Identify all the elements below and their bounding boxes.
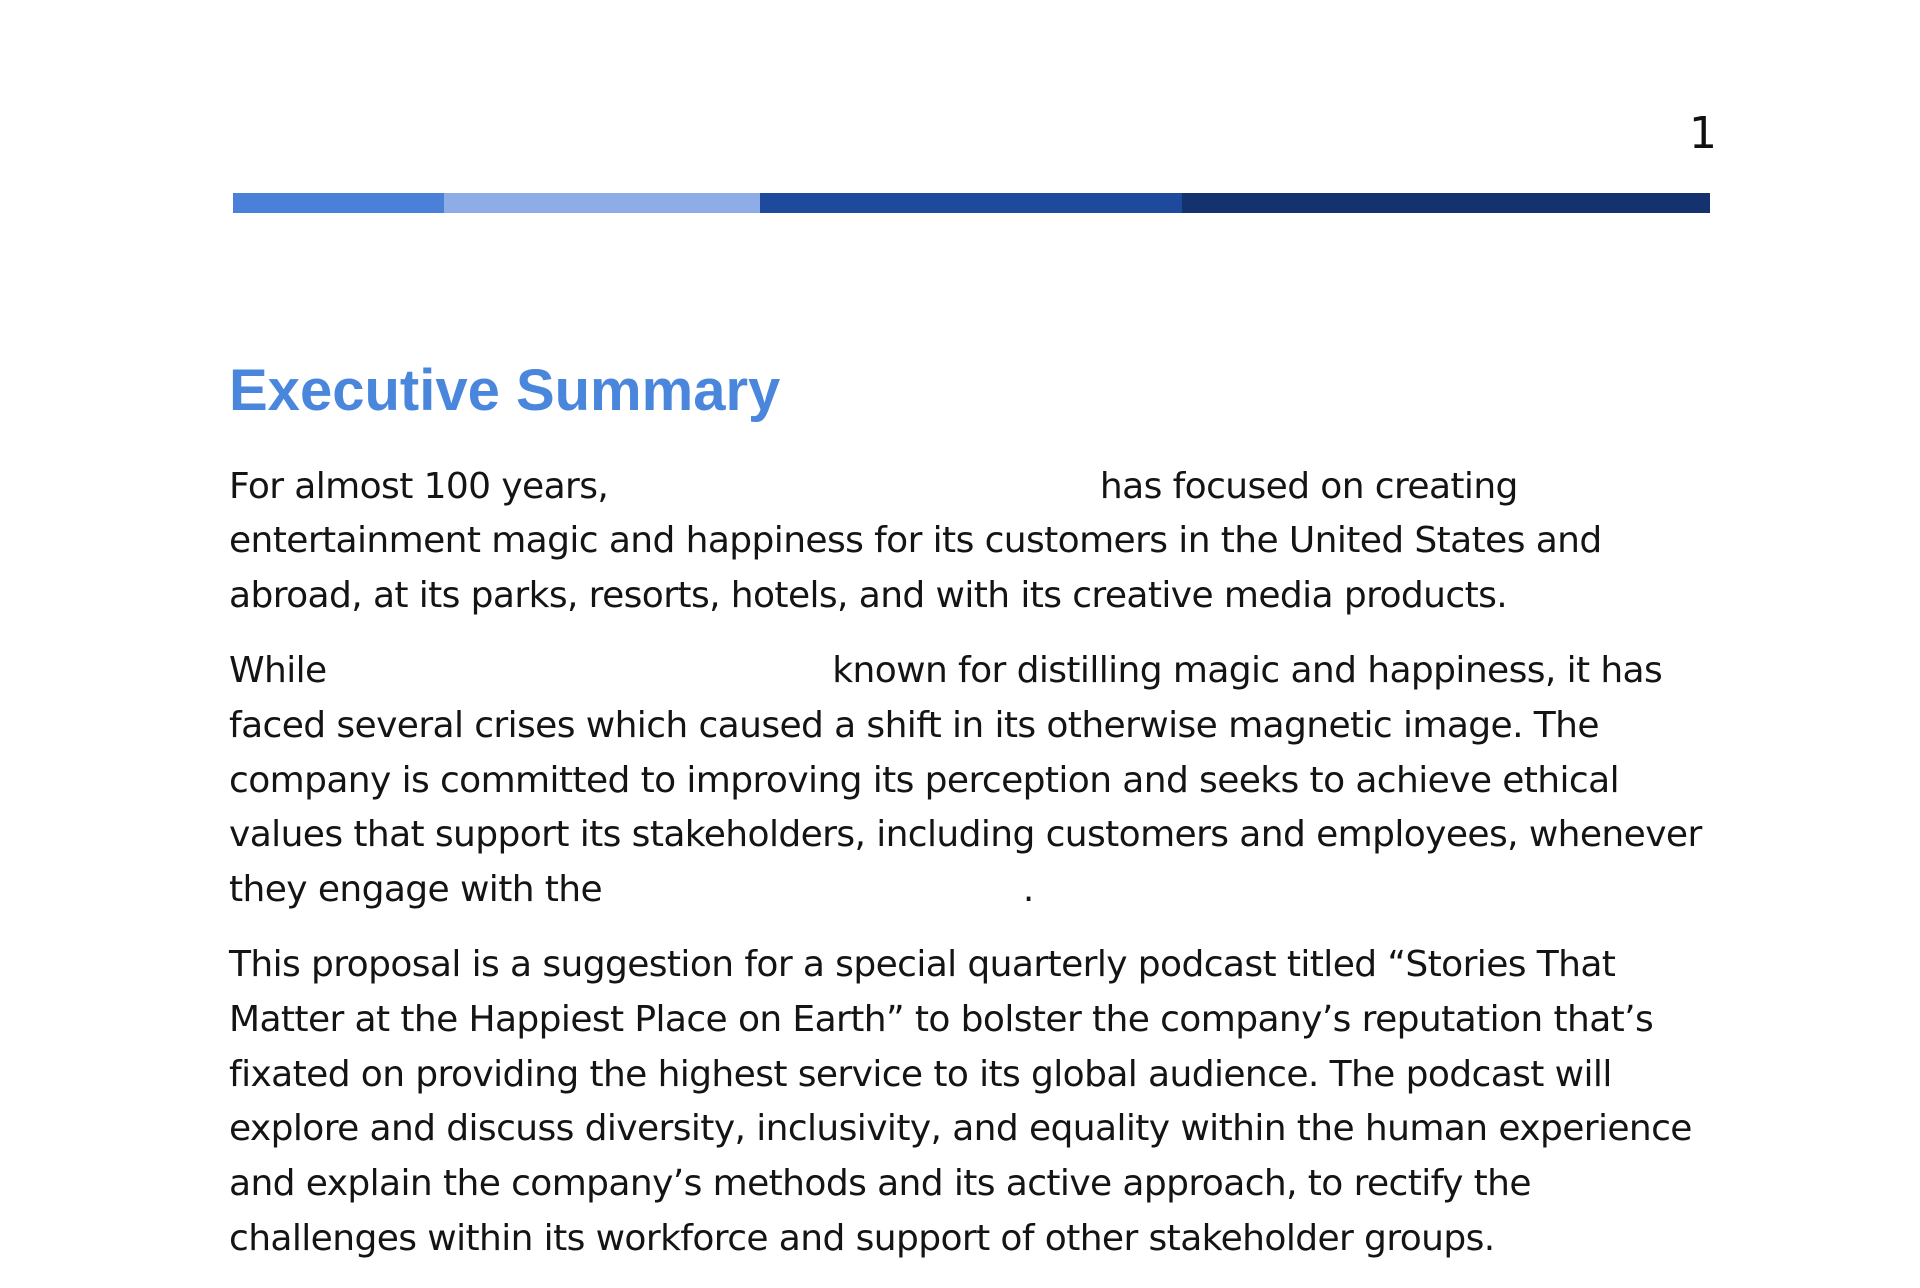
header-rule-segment-1 <box>233 193 444 213</box>
paragraph-2 <box>229 644 1729 918</box>
redacted-block <box>613 863 1023 918</box>
paragraph-1-start: For almost 100 years, <box>229 465 609 507</box>
redacted-block <box>337 644 821 699</box>
paragraph-2-end: . <box>1022 869 1034 911</box>
paragraph-1-rest: has focused on creating entertainment magic and happiness for its customers in the United States and abroad, at its parks, resorts, hotels, and with its creative media products. <box>229 465 1602 617</box>
header-rule <box>233 193 1710 213</box>
paragraph-1 <box>229 460 1729 624</box>
section-title: Executive Summary <box>229 358 781 423</box>
header-rule-segment-2 <box>444 193 760 213</box>
header-rule-segment-4 <box>1182 193 1710 213</box>
paragraph-2-rest: known for distilling magic and happiness, it has faced several crises which caused a shift in its otherwise magnetic image. The company is committed to improving its perception and seeks to achieve ethical values that support its stakeholders, including customers and employees, whenever they engage with the <box>229 650 1702 911</box>
paragraph-3: This proposal is a suggestion for a special quarterly podcast titled “Stories That Matter at the Happiest Place on Earth” to bolster the company’s reputation that’s fixated on providing the highest service to its global audience. The podcast will explore and discuss diversity, inclusivity, and equality within the human experience and explain the company’s methods and its active approach, to rectify the challenges within its workforce and support of other stakeholder groups. <box>229 944 1692 1260</box>
paragraph-2-start: While <box>229 650 327 692</box>
page-number: 1 <box>1689 108 1717 159</box>
document-body <box>229 358 1729 1287</box>
redacted-block <box>619 460 1089 515</box>
header-rule-segment-3 <box>760 193 1182 213</box>
